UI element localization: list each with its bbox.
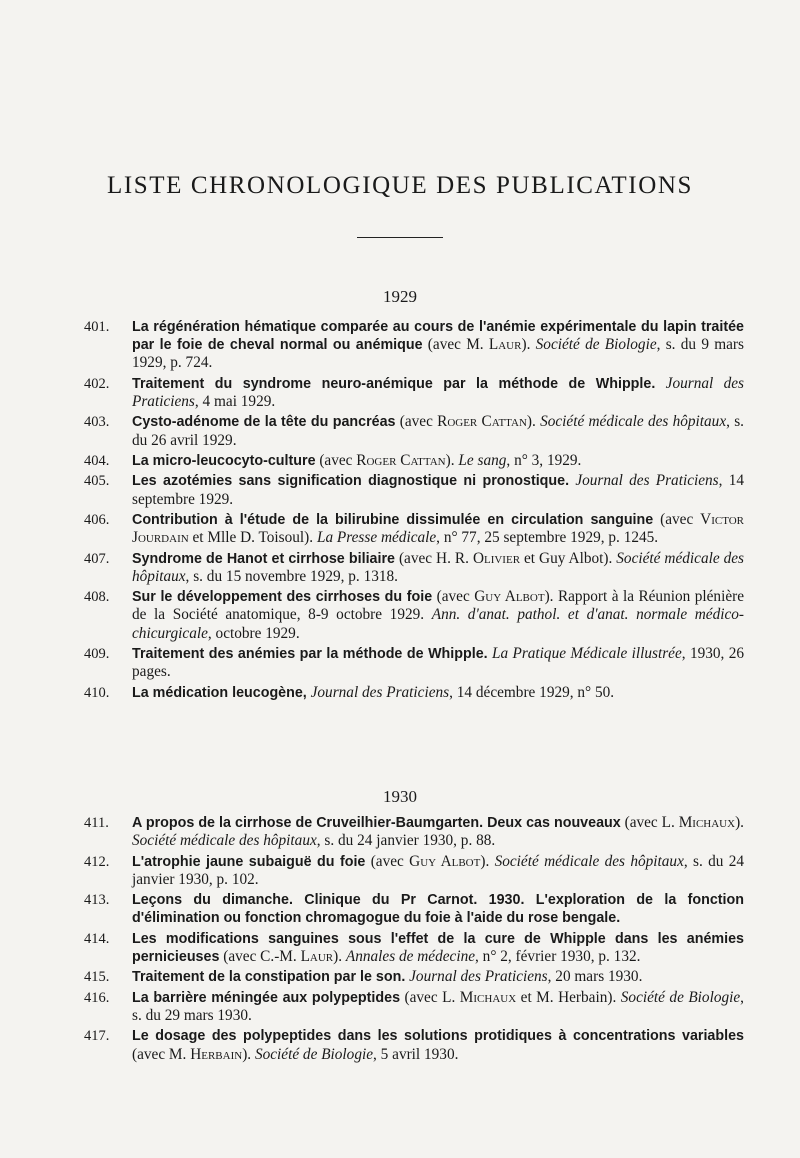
entry-title: Syndrome de Hanot et cirrhose biliaire [132, 550, 395, 567]
entry-number: 409. [84, 645, 110, 662]
entry-journal: Société de Biologie [535, 336, 657, 354]
entry-coauthor-prefix: (avec M. [422, 336, 489, 354]
entry-coauthor-suffix: et Mlle D. Toisoul). [188, 529, 317, 547]
entry-coauthor: Roger Cattan [356, 451, 446, 469]
entry-coauthor: Laur [300, 947, 334, 965]
entry-number: 415. [84, 969, 110, 986]
entry-title: Cysto-adénome de la tête du pancréas [132, 414, 396, 431]
entry-journal: La Pratique Médicale illustrée [491, 644, 682, 662]
publication-entry [84, 413, 744, 449]
entry-journal: Société médicale des hôpitaux [540, 413, 727, 431]
entry-journal: Le sang [458, 451, 507, 469]
publication-entry [84, 472, 744, 508]
entry-title: La barrière méningée aux polypeptides [132, 989, 401, 1006]
entry-number: 417. [84, 1028, 110, 1045]
publication-entry [84, 1027, 744, 1063]
entry-title: Traitement de la constipation par le son. [132, 969, 406, 986]
entry-title: Le dosage des polypeptides dans les solutions protidiques à concentrations variables [132, 1028, 744, 1045]
entry-journal: Annales de médecine [345, 947, 476, 965]
entry-details: , s. du 24 janvier 1930, p. 102. [132, 852, 745, 888]
publication-entry [84, 891, 744, 927]
publication-entry [84, 684, 744, 702]
entry-journal: Journal des Praticiens [310, 683, 450, 701]
entry-coauthor-prefix [655, 375, 665, 392]
entry-coauthor-suffix: ). [480, 852, 495, 870]
entry-coauthor-suffix: ). [526, 413, 541, 431]
publication-entry [84, 645, 744, 681]
entry-number: 402. [84, 375, 110, 392]
entry-coauthor: Olivier [472, 549, 521, 567]
entry-coauthor: Laur [488, 336, 522, 354]
entry-title: A propos de la cirrhose de Cruveilhier-Baumgarten. Deux cas nouveaux [132, 815, 621, 831]
entry-details: , 14 septembre 1929. [132, 472, 744, 508]
entry-number: 401. [84, 319, 110, 335]
entry-coauthor-prefix: (avec [365, 852, 410, 870]
entry-coauthor-suffix: ). [445, 451, 459, 469]
entry-journal: Société de Biologie [620, 988, 741, 1006]
entry-journal: Société médicale des hôpitaux [494, 852, 684, 870]
entry-coauthor-suffix: ). [242, 1045, 255, 1063]
entry-coauthor-prefix: (avec M. [132, 1045, 191, 1063]
entry-journal: La Presse médicale [316, 529, 437, 547]
entry-title: Contribution à l'étude de la bilirubine dissimulée en circulation sanguine [132, 511, 654, 528]
entry-coauthor-suffix: ). [735, 814, 744, 831]
entry-number: 405. [84, 473, 110, 490]
publication-entry [84, 550, 744, 586]
entry-coauthor-suffix: et M. Herbain). [516, 988, 621, 1006]
entry-title: Sur le développement des cirrhoses du foie [132, 589, 433, 606]
publication-entry [84, 814, 744, 850]
publication-entry [84, 968, 744, 986]
publication-entry [84, 511, 744, 547]
entry-details: , s. du 26 avril 1929. [132, 413, 744, 449]
entry-title: L'atrophie jaune subaiguë du foie [132, 853, 366, 870]
entry-title: Leçons du dimanche. Clinique du Pr Carnot. 1930. L'exploration de la fonction d'élimination ou fonction chromagogue du foie à l'aide du rose bengale. [132, 892, 744, 927]
publication-entry [84, 375, 744, 411]
entry-details: , n° 77, 25 septembre 1929, p. 1245. [436, 529, 659, 547]
entry-details: , s. du 15 novembre 1929, p. 1318. [185, 567, 398, 585]
entry-coauthor-prefix: (avec L. [400, 988, 460, 1006]
entry-details: , 1930, 26 pages. [132, 644, 745, 681]
entry-coauthor: Roger Cattan [437, 413, 527, 431]
entry-title: Les azotémies sans signification diagnostique ni pronostique. [132, 473, 570, 490]
entry-journal: Société de Biologie [254, 1045, 374, 1063]
title-rule [357, 237, 443, 238]
entry-details: , n° 2, février 1930, p. 132. [475, 947, 641, 965]
entry-details: , n° 3, 1929. [506, 451, 582, 469]
entry-coauthor-prefix: (avec [395, 413, 438, 431]
entry-coauthor: Guy Albot [474, 588, 545, 606]
entry-number: 406. [84, 511, 110, 528]
entry-coauthor: Michaux [678, 814, 736, 831]
entry-journal: Ann. d'anat. pathol. et d'anat. normale médico-chicurgicale [132, 606, 744, 642]
entry-title: Les modifications sanguines sous l'effet de la cure de Whipple dans les anémies pernicieuses [132, 930, 744, 965]
entry-details: , 5 avril 1930. [373, 1045, 459, 1063]
entries-1929 [84, 318, 744, 704]
entry-number: 404. [84, 452, 110, 469]
entry-number: 413. [84, 892, 110, 909]
entry-details: , octobre 1929. [207, 624, 300, 642]
publication-entry [84, 318, 744, 373]
entry-coauthor-prefix: (avec [653, 510, 701, 528]
entry-number: 412. [84, 853, 110, 870]
entry-details: , s. du 29 mars 1930. [132, 988, 744, 1024]
entry-title: La régénération hématique comparée au cours de l'anémie expérimentale du lapin traitée par le foie de cheval normal ou anémique [132, 319, 744, 354]
entry-coauthor-prefix: (avec L. [620, 814, 679, 831]
publication-entry [84, 452, 744, 470]
entry-coauthor: Herbain [190, 1045, 243, 1063]
year-heading-1929: 1929 [383, 287, 417, 306]
entry-number: 410. [84, 684, 110, 701]
publication-entry [84, 588, 744, 643]
entry-number: 407. [84, 550, 110, 567]
entry-journal: Journal des Praticiens [409, 968, 548, 986]
entry-journal: Journal des Praticiens [575, 472, 719, 490]
entry-number: 414. [84, 930, 110, 947]
entry-coauthor-suffix: ). Rapport à la Réunion plénière de la Société anatomique, 8-9 octobre 1929. [132, 588, 744, 624]
entry-coauthor-suffix: et Guy Albot). [520, 549, 617, 567]
entry-title: La micro-leucocyto-culture [132, 452, 316, 469]
entry-journal: Société médicale des hôpitaux [132, 832, 317, 850]
entry-coauthor-prefix: (avec C.-M. [219, 947, 301, 965]
entry-details: , s. du 24 janvier 1930, p. 88. [316, 832, 496, 850]
entry-title: La médication leucogène, [132, 684, 307, 701]
entry-details: , 20 mars 1930. [547, 968, 643, 986]
entry-number: 408. [84, 589, 110, 606]
entry-journal: Journal des Praticiens [132, 374, 745, 410]
entry-details: , 14 décembre 1929, n° 50. [449, 683, 615, 701]
page-title: LISTE CHRONOLOGIQUE DES PUBLICATIONS [106, 172, 694, 199]
entry-coauthor-prefix: (avec [432, 588, 475, 606]
publication-entry [84, 930, 744, 966]
entry-journal: Société médicale des hôpitaux [132, 549, 744, 585]
entry-coauthor-prefix: (avec H. R. [394, 549, 473, 567]
entry-coauthor-suffix: ). [333, 947, 346, 965]
entry-details: , 4 mai 1929. [194, 393, 276, 410]
entry-details: , s. du 9 mars 1929, p. 724. [132, 336, 744, 372]
entry-title: Traitement du syndrome neuro-anémique par la méthode de Whipple. [132, 375, 656, 392]
entry-coauthor: Victor Jourdain [132, 510, 744, 547]
entry-coauthor-suffix: ). [521, 336, 536, 354]
publication-entry [84, 989, 744, 1025]
entries-1930 [84, 814, 744, 1066]
entry-number: 411. [84, 815, 109, 831]
entry-coauthor: Michaux [459, 988, 517, 1006]
entry-number: 416. [84, 989, 110, 1006]
entry-number: 403. [84, 414, 110, 431]
entry-title: Traitement des anémies par la méthode de Whipple. [132, 645, 488, 662]
entry-coauthor-prefix: (avec [315, 451, 357, 469]
entry-coauthor: Guy Albot [409, 852, 481, 870]
year-heading-1930: 1930 [383, 787, 417, 806]
publication-entry [84, 853, 744, 889]
